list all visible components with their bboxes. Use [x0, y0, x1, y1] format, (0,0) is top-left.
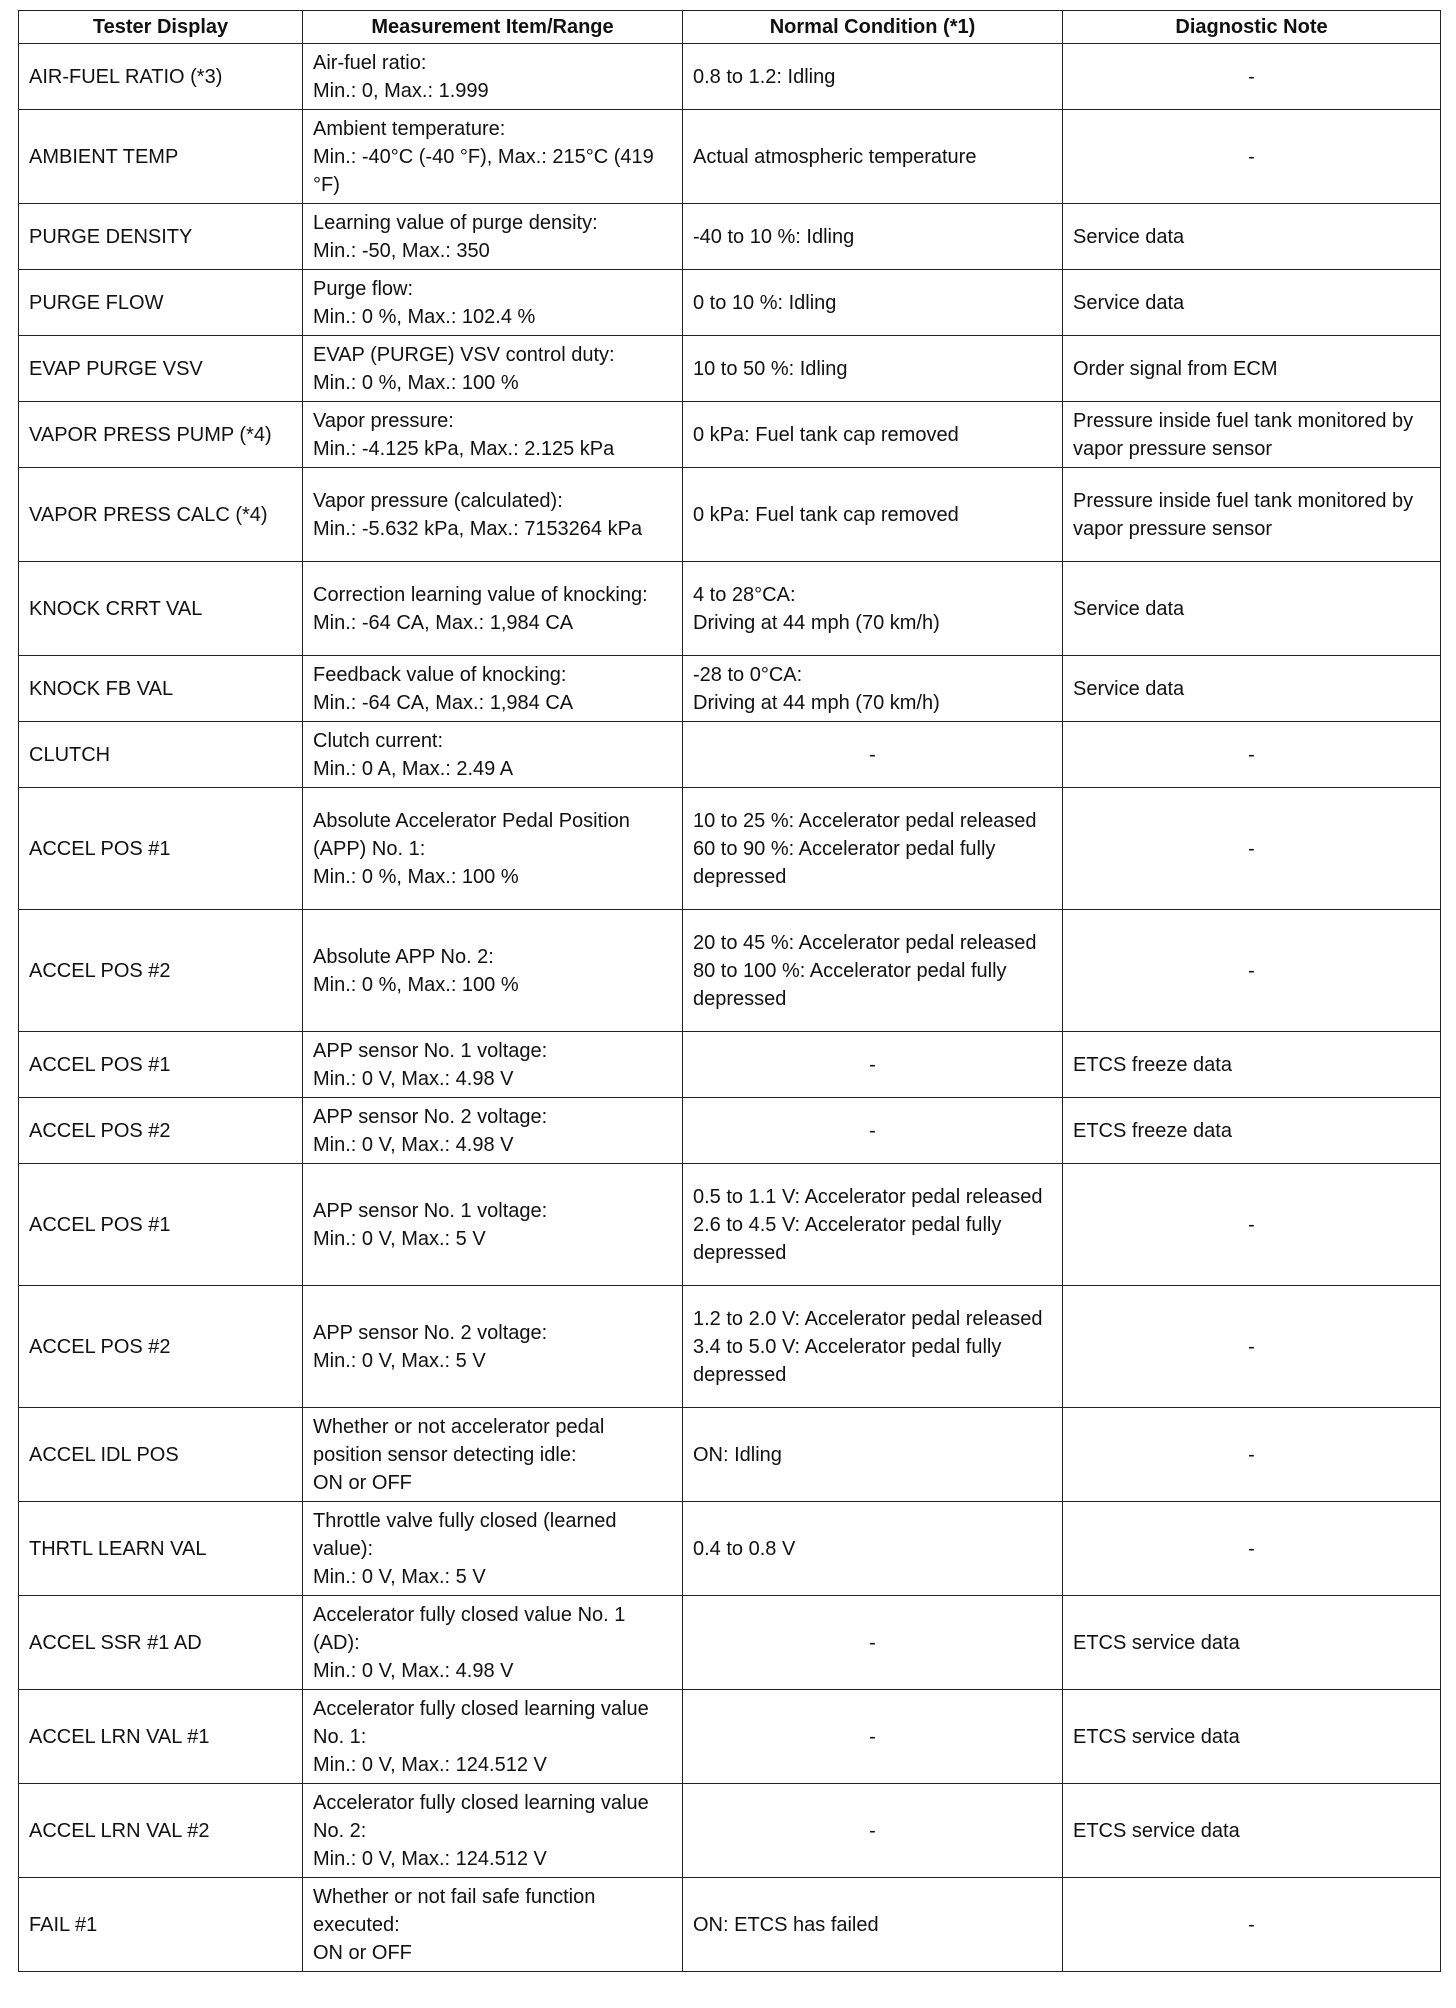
- table-row: [19, 1164, 1441, 1286]
- tester-display-cell: PURGE FLOW: [19, 270, 303, 336]
- normal-condition-cell: 0.5 to 1.1 V: Accelerator pedal released 2.6 to 4.5 V: Accelerator pedal fully depressed: [683, 1164, 1063, 1286]
- tester-display-cell: THRTL LEARN VAL: [19, 1502, 303, 1596]
- tester-display-cell: ACCEL LRN VAL #1: [19, 1690, 303, 1784]
- normal-condition-cell: 0.4 to 0.8 V: [683, 1502, 1063, 1596]
- measurement-item-cell: Absolute Accelerator Pedal Position (APP) No. 1: Min.: 0 %, Max.: 100 %: [303, 788, 683, 910]
- measurement-item-cell: APP sensor No. 2 voltage: Min.: 0 V, Max.: 4.98 V: [303, 1098, 683, 1164]
- tester-display-cell: ACCEL POS #2: [19, 910, 303, 1032]
- measurement-item-cell: Purge flow: Min.: 0 %, Max.: 102.4 %: [303, 270, 683, 336]
- diagnostic-note-cell: Service data: [1063, 562, 1441, 656]
- table-row: [19, 44, 1441, 110]
- table-row: [19, 1408, 1441, 1502]
- normal-condition-cell: 0.8 to 1.2: Idling: [683, 44, 1063, 110]
- measurement-item-cell: Accelerator fully closed value No. 1 (AD): Min.: 0 V, Max.: 4.98 V: [303, 1596, 683, 1690]
- measurement-item-cell: Clutch current: Min.: 0 A, Max.: 2.49 A: [303, 722, 683, 788]
- table-row: [19, 402, 1441, 468]
- header-normal-condition: Normal Condition (*1): [683, 11, 1063, 44]
- header-row: [19, 11, 1441, 44]
- tester-display-cell: PURGE DENSITY: [19, 204, 303, 270]
- table-row: [19, 1878, 1441, 1972]
- tester-display-cell: ACCEL IDL POS: [19, 1408, 303, 1502]
- diagnostic-note-cell: ETCS service data: [1063, 1596, 1441, 1690]
- table-row: [19, 204, 1441, 270]
- tester-display-cell: ACCEL POS #2: [19, 1286, 303, 1408]
- normal-condition-cell: -40 to 10 %: Idling: [683, 204, 1063, 270]
- normal-condition-cell: 10 to 25 %: Accelerator pedal released 60 to 90 %: Accelerator pedal fully depressed: [683, 788, 1063, 910]
- measurement-item-cell: APP sensor No. 1 voltage: Min.: 0 V, Max.: 4.98 V: [303, 1032, 683, 1098]
- normal-condition-cell: -: [683, 1784, 1063, 1878]
- normal-condition-cell: ON: Idling: [683, 1408, 1063, 1502]
- tester-display-cell: ACCEL POS #1: [19, 1032, 303, 1098]
- diagnostic-note-cell: -: [1063, 910, 1441, 1032]
- table-row: [19, 110, 1441, 204]
- table-row: [19, 270, 1441, 336]
- tester-display-cell: ACCEL POS #2: [19, 1098, 303, 1164]
- normal-condition-cell: 20 to 45 %: Accelerator pedal released 80 to 100 %: Accelerator pedal fully depressed: [683, 910, 1063, 1032]
- measurement-item-cell: Whether or not fail safe function executed: ON or OFF: [303, 1878, 683, 1972]
- measurement-item-cell: APP sensor No. 1 voltage: Min.: 0 V, Max.: 5 V: [303, 1164, 683, 1286]
- tester-display-cell: KNOCK FB VAL: [19, 656, 303, 722]
- header-tester-display: Tester Display: [19, 11, 303, 44]
- measurement-item-cell: Learning value of purge density: Min.: -50, Max.: 350: [303, 204, 683, 270]
- data-list-sheet: [18, 10, 1440, 1972]
- tester-display-cell: ACCEL SSR #1 AD: [19, 1596, 303, 1690]
- tester-display-cell: CLUTCH: [19, 722, 303, 788]
- diagnostic-note-cell: Pressure inside fuel tank monitored by vapor pressure sensor: [1063, 402, 1441, 468]
- table-row: [19, 562, 1441, 656]
- diagnostic-note-cell: ETCS service data: [1063, 1784, 1441, 1878]
- table-row: [19, 1098, 1441, 1164]
- tester-display-cell: VAPOR PRESS CALC (*4): [19, 468, 303, 562]
- diagnostic-note-cell: -: [1063, 1408, 1441, 1502]
- table-row: [19, 468, 1441, 562]
- diagnostic-note-cell: -: [1063, 722, 1441, 788]
- table-row: [19, 910, 1441, 1032]
- normal-condition-cell: -: [683, 1098, 1063, 1164]
- tester-display-cell: FAIL #1: [19, 1878, 303, 1972]
- measurement-item-cell: Vapor pressure: Min.: -4.125 kPa, Max.: 2.125 kPa: [303, 402, 683, 468]
- table-row: [19, 1784, 1441, 1878]
- tester-display-cell: VAPOR PRESS PUMP (*4): [19, 402, 303, 468]
- normal-condition-cell: 10 to 50 %: Idling: [683, 336, 1063, 402]
- measurement-item-cell: Throttle valve fully closed (learned value): Min.: 0 V, Max.: 5 V: [303, 1502, 683, 1596]
- header-diagnostic-note: Diagnostic Note: [1063, 11, 1441, 44]
- measurement-item-cell: Feedback value of knocking: Min.: -64 CA, Max.: 1,984 CA: [303, 656, 683, 722]
- tester-display-cell: ACCEL POS #1: [19, 788, 303, 910]
- diagnostic-note-cell: -: [1063, 1286, 1441, 1408]
- diagnostic-note-cell: Service data: [1063, 656, 1441, 722]
- tester-display-cell: AIR-FUEL RATIO (*3): [19, 44, 303, 110]
- normal-condition-cell: -: [683, 1032, 1063, 1098]
- diagnostic-note-cell: ETCS service data: [1063, 1690, 1441, 1784]
- diagnostic-note-cell: Order signal from ECM: [1063, 336, 1441, 402]
- measurement-item-cell: Vapor pressure (calculated): Min.: -5.632 kPa, Max.: 7153264 kPa: [303, 468, 683, 562]
- diagnostic-note-cell: ETCS freeze data: [1063, 1032, 1441, 1098]
- diagnostic-note-cell: -: [1063, 44, 1441, 110]
- measurement-item-cell: Absolute APP No. 2: Min.: 0 %, Max.: 100 %: [303, 910, 683, 1032]
- diagnostic-note-cell: -: [1063, 1502, 1441, 1596]
- measurement-item-cell: Whether or not accelerator pedal position sensor detecting idle: ON or OFF: [303, 1408, 683, 1502]
- tester-display-cell: KNOCK CRRT VAL: [19, 562, 303, 656]
- table-row: [19, 722, 1441, 788]
- diagnostic-note-cell: -: [1063, 1164, 1441, 1286]
- table-row: [19, 1690, 1441, 1784]
- normal-condition-cell: 0 kPa: Fuel tank cap removed: [683, 402, 1063, 468]
- normal-condition-cell: -28 to 0°CA: Driving at 44 mph (70 km/h): [683, 656, 1063, 722]
- tester-display-cell: ACCEL LRN VAL #2: [19, 1784, 303, 1878]
- tester-display-cell: ACCEL POS #1: [19, 1164, 303, 1286]
- table-row: [19, 1286, 1441, 1408]
- normal-condition-cell: -: [683, 1690, 1063, 1784]
- diagnostic-note-cell: Pressure inside fuel tank monitored by vapor pressure sensor: [1063, 468, 1441, 562]
- diagnostic-note-cell: -: [1063, 788, 1441, 910]
- table-row: [19, 1502, 1441, 1596]
- diagnostic-note-cell: Service data: [1063, 204, 1441, 270]
- measurement-item-cell: Ambient temperature: Min.: -40°C (-40 °F), Max.: 215°C (419 °F): [303, 110, 683, 204]
- table-row: [19, 656, 1441, 722]
- measurement-item-cell: Air-fuel ratio: Min.: 0, Max.: 1.999: [303, 44, 683, 110]
- normal-condition-cell: -: [683, 1596, 1063, 1690]
- diagnostic-note-cell: Service data: [1063, 270, 1441, 336]
- diagnostic-note-cell: -: [1063, 1878, 1441, 1972]
- measurement-item-cell: Accelerator fully closed learning value No. 1: Min.: 0 V, Max.: 124.512 V: [303, 1690, 683, 1784]
- table-row: [19, 788, 1441, 910]
- normal-condition-cell: ON: ETCS has failed: [683, 1878, 1063, 1972]
- measurement-item-cell: Accelerator fully closed learning value No. 2: Min.: 0 V, Max.: 124.512 V: [303, 1784, 683, 1878]
- header-measurement-item: Measurement Item/Range: [303, 11, 683, 44]
- table-row: [19, 336, 1441, 402]
- measurement-item-cell: EVAP (PURGE) VSV control duty: Min.: 0 %, Max.: 100 %: [303, 336, 683, 402]
- normal-condition-cell: Actual atmospheric temperature: [683, 110, 1063, 204]
- normal-condition-cell: 0 to 10 %: Idling: [683, 270, 1063, 336]
- diagnostic-note-cell: -: [1063, 110, 1441, 204]
- data-list-table: [18, 10, 1441, 1972]
- tester-display-cell: AMBIENT TEMP: [19, 110, 303, 204]
- diagnostic-note-cell: ETCS freeze data: [1063, 1098, 1441, 1164]
- normal-condition-cell: 1.2 to 2.0 V: Accelerator pedal released 3.4 to 5.0 V: Accelerator pedal fully depressed: [683, 1286, 1063, 1408]
- normal-condition-cell: 0 kPa: Fuel tank cap removed: [683, 468, 1063, 562]
- measurement-item-cell: Correction learning value of knocking: Min.: -64 CA, Max.: 1,984 CA: [303, 562, 683, 656]
- tester-display-cell: EVAP PURGE VSV: [19, 336, 303, 402]
- normal-condition-cell: 4 to 28°CA: Driving at 44 mph (70 km/h): [683, 562, 1063, 656]
- measurement-item-cell: APP sensor No. 2 voltage: Min.: 0 V, Max.: 5 V: [303, 1286, 683, 1408]
- table-row: [19, 1032, 1441, 1098]
- table-row: [19, 1596, 1441, 1690]
- normal-condition-cell: -: [683, 722, 1063, 788]
